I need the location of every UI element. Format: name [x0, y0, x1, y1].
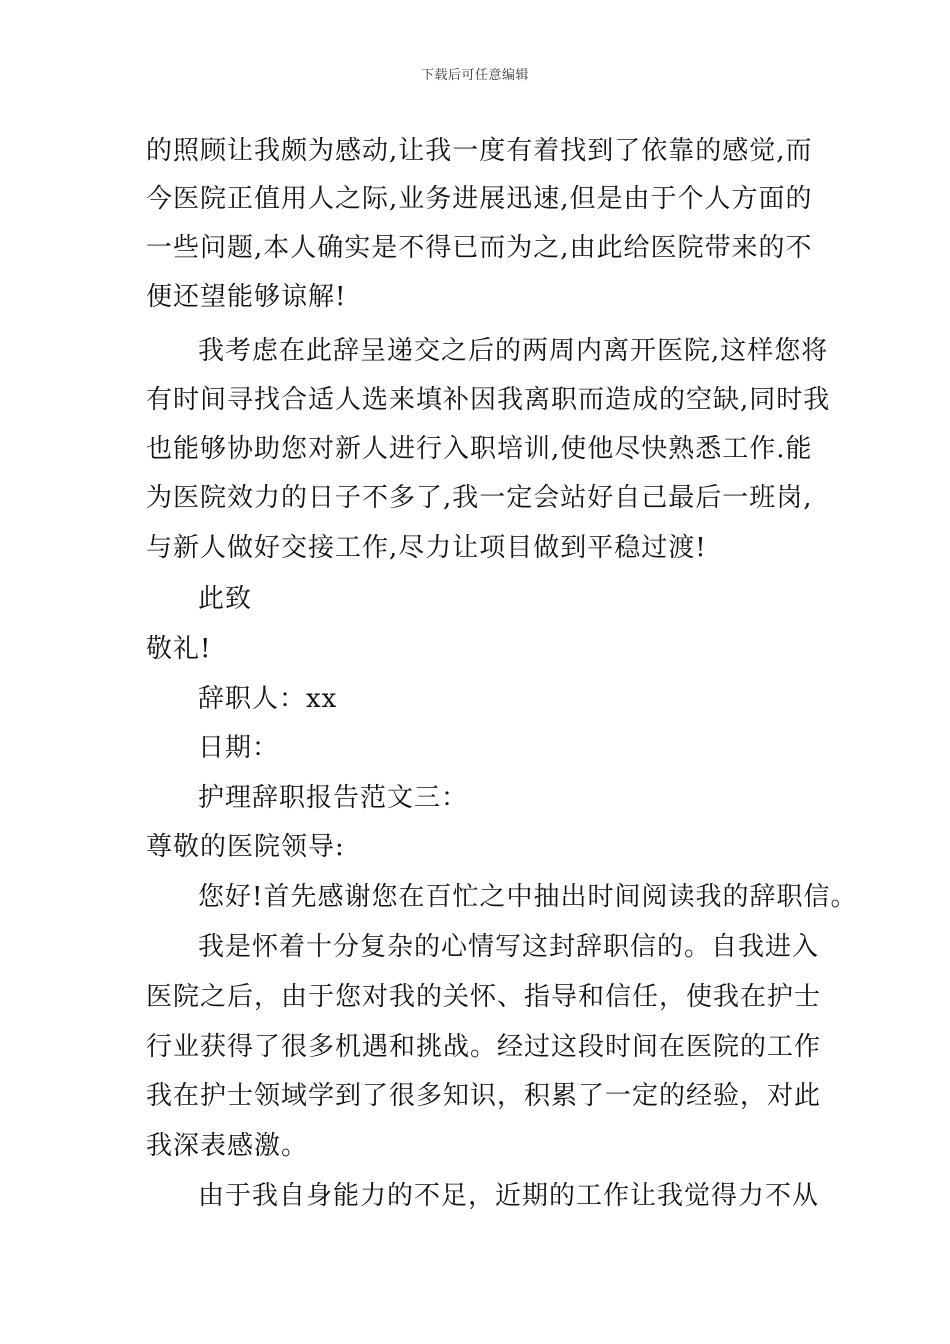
- text-line: 我在护士领域学到了很多知识，积累了一定的经验，对此: [146, 1081, 822, 1111]
- text-line: 也能够协助您对新人进行入职培训,使他尽快熟悉工作.能: [146, 434, 813, 464]
- text-line: 一些问题,本人确实是不得已而为之,由此给医院带来的不: [146, 233, 813, 263]
- paragraph-first-line: 由于我自身能力的不足，近期的工作让我觉得力不从: [198, 1181, 820, 1211]
- section-heading: 护理辞职报告范文三：: [198, 783, 469, 813]
- text-line: 医院之后，由于您对我的关怀、指导和信任，使我在护士: [146, 982, 822, 1012]
- text-line: 有时间寻找合适人选来填补因我离职而造成的空缺,同时我: [146, 385, 831, 415]
- text-line: 行业获得了很多机遇和挑战。经过这段时间在医院的工作: [146, 1032, 822, 1062]
- page-header: 下载后可任意编辑: [420, 68, 529, 83]
- text-line: 便还望能够谅解!: [146, 282, 347, 312]
- salutation: 敬礼!: [146, 634, 212, 664]
- text-line: 为医院效力的日子不多了,我一定会站好自己最后一班岗,: [146, 483, 813, 513]
- text-line: 今医院正值用人之际,业务进展迅速,但是由于个人方面的: [146, 184, 813, 214]
- paragraph-first-line: 我考虑在此辞呈递交之后的两周内离开医院,这样您将: [198, 336, 829, 366]
- greeting-line: 尊敬的医院领导:: [146, 832, 345, 862]
- text-line: 我深表感激。: [146, 1131, 309, 1161]
- date-line: 日期：: [198, 733, 280, 763]
- text-line: 与新人做好交接工作,尽力让项目做到平稳过渡!: [146, 533, 707, 563]
- signature-line: 辞职人：xx: [198, 684, 338, 714]
- paragraph-first-line: 我是怀着十分复杂的心情写这封辞职信的。自我进入: [198, 932, 820, 962]
- text-line: 的照顾让我颇为感动,让我一度有着找到了依靠的感觉,而: [146, 136, 813, 166]
- paragraph-first-line: 您好!首先感谢您在百忙之中抽出时间阅读我的辞职信。: [198, 882, 858, 912]
- closing-phrase: 此致: [198, 584, 253, 614]
